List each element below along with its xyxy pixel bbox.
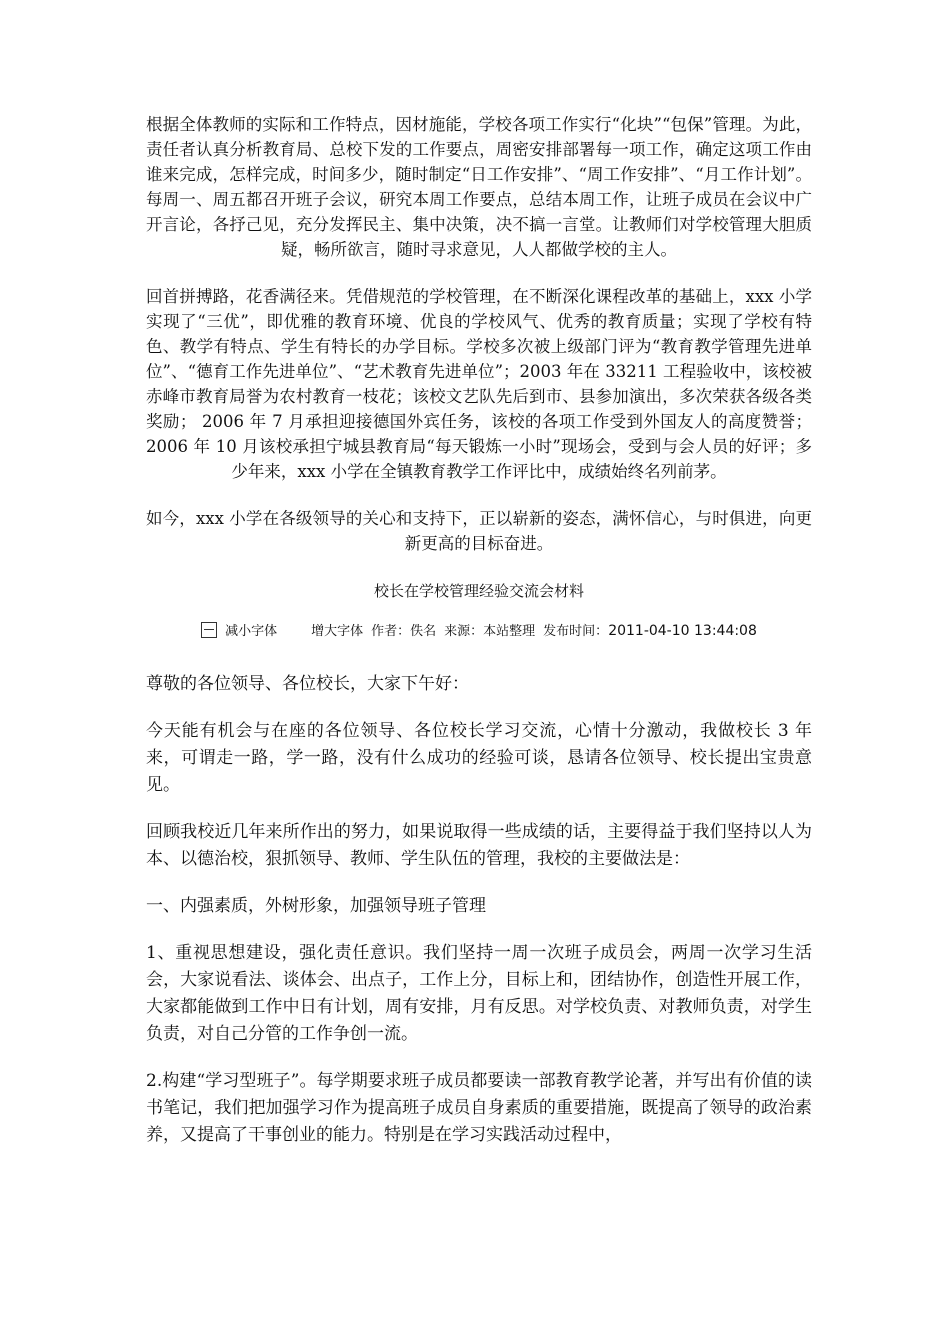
increase-font-link[interactable]: 增大字体 (311, 624, 364, 639)
document-page (146, 112, 812, 1149)
paragraph-achievements: 回首拼搏路，花香满径来。凭借规范的学校管理，在不断深化课程改革的基础上，xxx 小学实现了“三优”，即优雅的教育环境、优良的学校风气、优秀的教育质量；实现了学校有特色、教学有特点、学生有特长的办学目标。学校多次被上级部门评为“教育教学管理先进单位”、“德育工作先进单位”、“艺术教育先进单位”；2003 年在 33211 工程验收中，该校被赤峰市教育局誉为农村教育一枝花；该校文艺队先后到市、县参加演出，多次荣获各级各类奖励； 2006 年 7 月承担迎接德国外宾任务，该校的各项工作受到外国友人的高度赞誉； 2006 年 10 月该校承担宁城县教育局“每天锻炼一小时”现场会，受到与会人员的好评；多少年来，xxx 小学在全镇教育教学工作评比中，成绩始终名列前茅。 (146, 287, 812, 481)
published-time: 2011-04-10 13:44:08 (608, 623, 757, 639)
decrease-font-link[interactable]: 减小字体 (225, 624, 278, 639)
source-label: 来源：本站整理 (444, 624, 536, 639)
published-label-text: 发布时间： (543, 624, 609, 639)
section-heading: 一、内强素质，外树形象，加强领导班子管理 (146, 896, 486, 916)
author-label: 作者：佚名 (371, 624, 437, 639)
article-body (146, 671, 812, 1149)
paragraph-management: 根据全体教师的实际和工作特点，因材施能，学校各项工作实行“化块”“包保”管理。为此，责任者认真分析教育局、总校下发的工作要点，周密安排部署每一项工作，确定这项工作由谁来完成，怎样完成，时间多少，随时制定“日工作安排”、“周工作安排”、“月工作计划”。每周一、周五都召开班子会议，研究本周工作要点，总结本周工作，让班子成员在会议中广开言论，各抒己见，充分发挥民主、集中决策，决不搞一言堂。让教师们对学校管理大胆质疑，畅所欲言，随时寻求意见，人人都做学校的主人。 (146, 115, 812, 259)
review-paragraph: 回顾我校近几年来所作出的努力，如果说取得一些成绩的话，主要得益于我们坚持以人为本、以德治校，狠抓领导、教师、学生队伍的管理，我校的主要做法是： (146, 822, 812, 869)
intro-paragraph: 今天能有机会与在座的各位领导、各位校长学习交流，心情十分激动，我做校长 3 年来，可谓走一路，学一路，没有什么成功的经验可谈，恳请各位领导、校长提出宝贵意见。 (146, 721, 812, 795)
published-label (543, 620, 757, 639)
article-title: 校长在学校管理经验交流会材料 (373, 582, 584, 600)
collapse-icon[interactable] (201, 622, 217, 638)
point-2-paragraph: 2.构建“学习型班子”。每学期要求班子成员都要读一部教育教学论著，并写出有价值的读书笔记，我们把加强学习作为提高班子成员自身素质的重要措施，既提高了领导的政治素养，又提高了干事创业的能力。特别是在学习实践活动过程中， (146, 1071, 812, 1145)
greeting-paragraph: 尊敬的各位领导、各位校长，大家下午好： (146, 674, 469, 694)
paragraph-outlook: 如今，xxx 小学在各级领导的关心和支持下，正以崭新的姿态，满怀信心，与时俱进，向更新更高的目标奋进。 (146, 509, 812, 553)
article-meta (146, 620, 812, 639)
point-1-paragraph: 1、重视思想建设，强化责任意识。我们坚持一周一次班子成员会，两周一次学习生活会，大家说看法、谈体会、出点子，工作上分，目标上和，团结协作，创造性开展工作，大家都能做到工作中日有计划，周有安排，月有反思。对学校负责、对教师负责，对学生负责，对自己分管的工作争创一流。 (146, 943, 812, 1044)
